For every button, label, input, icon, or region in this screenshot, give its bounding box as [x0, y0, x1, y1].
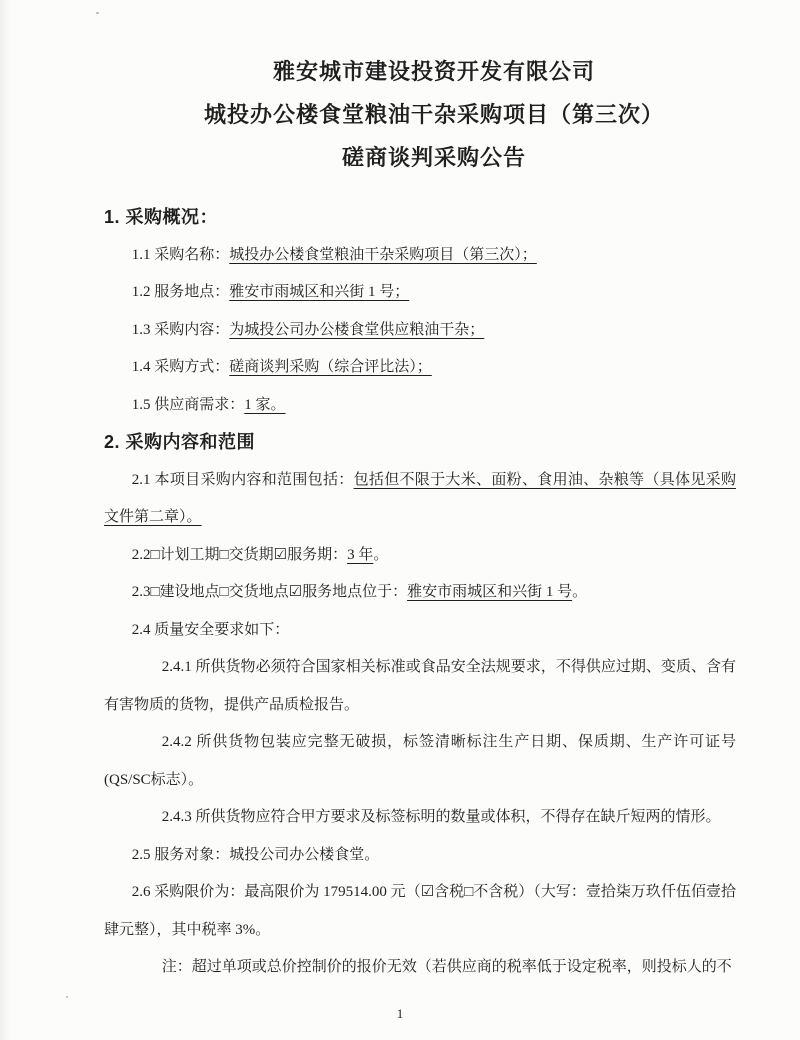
item-1-5-value: 1 家。 — [244, 396, 286, 413]
item-2-1-label: 2.1 本项目采购内容和范围包括： — [131, 471, 354, 488]
section-1-heading: 1. 采购概况： — [104, 207, 219, 227]
title-line-project: 城投办公楼食堂粮油干杂采购项目（第三次） — [203, 102, 664, 127]
item-1-5 — [104, 387, 736, 425]
item-1-1 — [104, 237, 736, 275]
item-2-3-value: 雅安市雨城区和兴街 1 号 — [407, 584, 573, 600]
title-line-announcement: 磋商谈判采购公告 — [341, 145, 526, 170]
item-2-3-label: 2.3□建设地点□交货地点☑服务地点位于： — [131, 584, 408, 600]
item-2-5: 2.5 服务对象：城投公司办公楼食堂。 — [131, 846, 380, 863]
item-2-4-1: 2.4.1 所供货物必须符合国家相关标准或食品安全法规要求，不得供应过期、变质、含有有害物质的货物，提供产品质检报告。 — [104, 659, 736, 713]
scan-noise — [66, 996, 68, 998]
item-1-4-label: 1.4 采购方式： — [131, 359, 230, 375]
item-1-5-label: 1.5 供应商需求： — [131, 396, 245, 413]
item-2-6: 2.6 采购限价为：最高限价为 179514.00 元（☑含税□不含税）（大写：壹拾柒万玖仟伍佰壹拾肆元整），其中税率 3%。 — [104, 884, 736, 938]
page-number: 1 — [396, 1006, 404, 1021]
item-2-2-post: 。 — [373, 546, 389, 563]
document-title — [104, 50, 764, 179]
item-1-3-label: 1.3 采购内容： — [131, 321, 230, 338]
item-1-2-label: 1.2 服务地点： — [131, 284, 230, 300]
item-1-2 — [104, 274, 736, 312]
item-1-2-value: 雅安市雨城区和兴街 1 号； — [229, 284, 410, 300]
item-1-4 — [104, 349, 736, 387]
item-2-2-label: 2.2□计划工期□交货期☑服务期： — [131, 546, 348, 563]
item-2-4-3: 2.4.3 所供货物应符合甲方要求及标签标明的数量或体积，不得存在缺斤短两的情形。 — [161, 809, 721, 825]
item-2-4: 2.4 质量安全要求如下： — [131, 621, 290, 638]
title-line-company: 雅安城市建设投资开发有限公司 — [272, 59, 595, 84]
item-2-2 — [104, 537, 736, 575]
item-2-2-value: 3 年 — [347, 546, 374, 563]
section-2-heading: 2. 采购内容和范围 — [104, 432, 256, 452]
item-2-1-value: 包括但不限于大米、面粉、食用油、杂粮等（具体见采购文件第二章）。 — [104, 471, 736, 525]
item-1-1-label: 1.1 采购名称： — [131, 246, 230, 263]
item-2-1 — [104, 462, 736, 537]
item-1-4-value: 磋商谈判采购（综合评比法）； — [229, 359, 432, 375]
note-line: 注：超过单项或总价控制价的报价无效（若供应商的税率低于设定税率，则投标人的不 — [161, 959, 732, 975]
scan-noise — [96, 12, 99, 14]
item-1-1-value: 城投办公楼食堂粮油干杂采购项目（第三次）； — [229, 246, 537, 263]
item-1-3 — [104, 312, 736, 350]
item-1-3-value: 为城投公司办公楼食堂供应粮油干杂； — [229, 321, 485, 338]
item-2-3 — [104, 574, 736, 612]
item-2-3-post: 。 — [572, 584, 588, 600]
item-2-4-2: 2.4.2 所供货物包装应完整无破损，标签清晰标注生产日期、保质期、生产许可证号(QS/SC标志）。 — [104, 734, 736, 788]
